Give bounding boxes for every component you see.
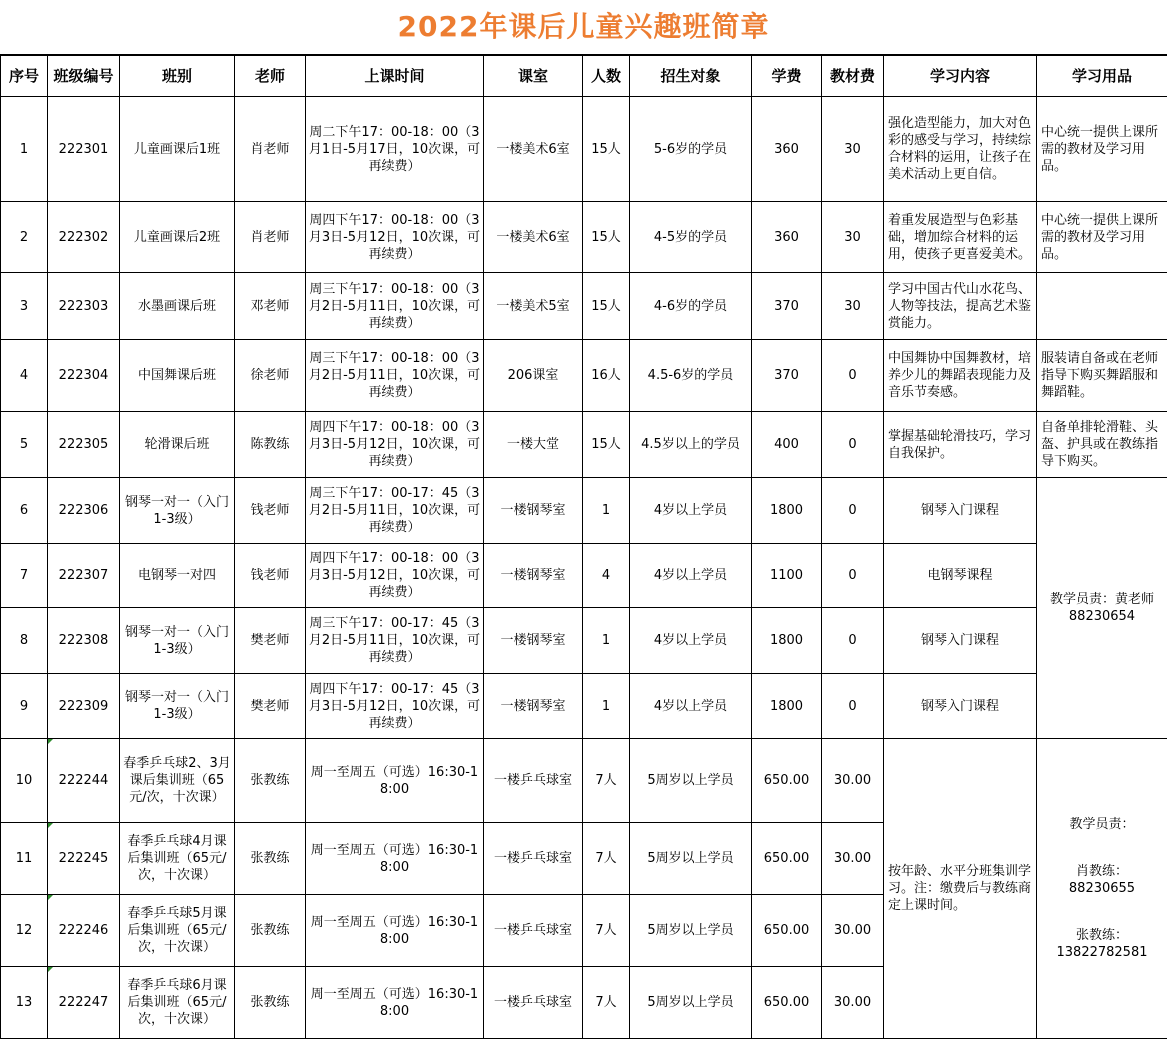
pingpong-contact-coach1: 肖教练： [1075,864,1128,879]
cell-code: 222302 [48,202,120,273]
cell-teacher: 张教练 [235,739,306,823]
cell-fee: 650.00 [752,739,822,823]
piano-contact-phone: 88230654 [1068,609,1136,624]
cell-room: 一楼大堂 [484,412,583,478]
cell-time: 周四下午17：00-17：45（3月3日-5月12日，10次课，可再续费） [306,674,484,739]
cell-count: 7人 [583,895,630,967]
cell-material: 0 [822,412,884,478]
cell-material: 30.00 [822,967,884,1039]
cell-class: 钢琴一对一（入门1-3级） [120,674,235,739]
cell-no: 6 [1,478,48,544]
cell-room: 一楼美术6室 [484,202,583,273]
cell-class: 儿童画课后2班 [120,202,235,273]
pingpong-contact-cell [1037,739,1167,1039]
cell-teacher: 钱老师 [235,478,306,544]
header-cell: 课室 [484,56,583,97]
cell-material: 0 [822,674,884,739]
class-table [0,55,1167,1039]
cell-target: 4-6岁的学员 [630,273,752,340]
cell-room: 一楼乒乓球室 [484,967,583,1039]
cell-material: 30 [822,202,884,273]
cell-code: 222246 [48,895,120,967]
cell-teacher: 张教练 [235,895,306,967]
cell-room: 一楼乒乓球室 [484,823,583,895]
cell-material: 30.00 [822,739,884,823]
cell-room: 一楼美术6室 [484,97,583,202]
cell-code: 222247 [48,967,120,1039]
cell-fee: 400 [752,412,822,478]
pingpong-contact-phone1: 88230655 [1068,881,1136,896]
table-row [1,340,1167,412]
cell-teacher: 肖老师 [235,202,306,273]
cell-supplies: 中心统一提供上课所需的教材及学习用品。 [1037,202,1167,273]
cell-supplies: 中心统一提供上课所需的教材及学习用品。 [1037,97,1167,202]
cell-class: 儿童画课后1班 [120,97,235,202]
header-cell: 班别 [120,56,235,97]
cell-content: 电钢琴课程 [884,544,1037,608]
cell-fee: 650.00 [752,823,822,895]
cell-teacher: 樊老师 [235,608,306,674]
cell-count: 7人 [583,739,630,823]
cell-fee: 370 [752,273,822,340]
piano-contact-line: 教学员责：黄老师 [1049,592,1154,607]
header-row [1,56,1167,97]
cell-code: 222301 [48,97,120,202]
cell-code: 222307 [48,544,120,608]
cell-code: 222304 [48,340,120,412]
table-row [1,412,1167,478]
cell-code: 222306 [48,478,120,544]
cell-no: 8 [1,608,48,674]
cell-time: 周一至周五（可选）16:30-18:00 [306,967,484,1039]
table-row [1,544,1167,608]
page-title: 2022年课后儿童兴趣班简章 [0,0,1167,55]
table-row [1,97,1167,202]
cell-content: 掌握基础轮滑技巧，学习自我保护。 [884,412,1037,478]
cell-time: 周四下午17：00-18：00（3月3日-5月12日，10次课，可再续费） [306,544,484,608]
cell-fee: 1800 [752,478,822,544]
header-cell: 序号 [1,56,48,97]
cell-no: 2 [1,202,48,273]
cell-teacher: 陈教练 [235,412,306,478]
cell-class: 春季乒乓球6月课后集训班（65元/次，十次课） [120,967,235,1039]
cell-supplies: 自备单排轮滑鞋、头盔、护具或在教练指导下购买。 [1037,412,1167,478]
cell-time: 周二下午17：00-18：00（3月1日-5月17日，10次课，可再续费） [306,97,484,202]
cell-time: 周一至周五（可选）16:30-18:00 [306,739,484,823]
cell-class: 钢琴一对一（入门1-3级） [120,608,235,674]
cell-supplies: 服装请自备或在老师指导下购买舞蹈服和舞蹈鞋。 [1037,340,1167,412]
header-cell: 班级编号 [48,56,120,97]
cell-no: 1 [1,97,48,202]
header-cell: 学费 [752,56,822,97]
cell-teacher: 张教练 [235,967,306,1039]
cell-material: 0 [822,608,884,674]
cell-target: 4岁以上学员 [630,674,752,739]
cell-time: 周四下午17：00-18：00（3月3日-5月12日，10次课，可再续费） [306,202,484,273]
cell-no: 9 [1,674,48,739]
cell-code: 222309 [48,674,120,739]
cell-class: 中国舞课后班 [120,340,235,412]
cell-teacher: 邓老师 [235,273,306,340]
cell-class: 钢琴一对一（入门1-3级） [120,478,235,544]
table-row [1,202,1167,273]
cell-room: 一楼钢琴室 [484,478,583,544]
cell-target: 4岁以上学员 [630,608,752,674]
cell-target: 4岁以上学员 [630,478,752,544]
cell-teacher: 樊老师 [235,674,306,739]
pingpong-content-cell: 按年龄、水平分班集训学习。注：缴费后与教练商定上课时间。 [884,739,1037,1039]
header-cell: 学习内容 [884,56,1037,97]
cell-target: 4.5岁以上的学员 [630,412,752,478]
cell-no: 4 [1,340,48,412]
header-cell: 老师 [235,56,306,97]
cell-no: 10 [1,739,48,823]
cell-no: 3 [1,273,48,340]
cell-code: 222305 [48,412,120,478]
cell-class: 春季乒乓球5月课后集训班（65元/次，十次课） [120,895,235,967]
cell-teacher: 肖老师 [235,97,306,202]
cell-room: 206课室 [484,340,583,412]
cell-time: 周三下午17：00-18：00（3月2日-5月11日，10次课，可再续费） [306,340,484,412]
cell-count: 15人 [583,273,630,340]
cell-material: 30.00 [822,823,884,895]
cell-fee: 650.00 [752,895,822,967]
cell-target: 5-6岁的学员 [630,97,752,202]
cell-material: 0 [822,544,884,608]
cell-content: 学习中国古代山水花鸟、人物等技法，提高艺术鉴赏能力。 [884,273,1037,340]
header-cell: 教材费 [822,56,884,97]
cell-target: 4岁以上学员 [630,544,752,608]
cell-time: 周三下午17：00-18：00（3月2日-5月11日，10次课，可再续费） [306,273,484,340]
cell-class: 轮滑课后班 [120,412,235,478]
cell-time: 周四下午17：00-18：00（3月3日-5月12日，10次课，可再续费） [306,412,484,478]
cell-code: 222244 [48,739,120,823]
cell-material: 30 [822,97,884,202]
cell-content: 强化造型能力，加大对色彩的感受与学习，持续综合材料的运用，让孩子在美术活动上更自信。 [884,97,1037,202]
cell-code: 222245 [48,823,120,895]
cell-room: 一楼乒乓球室 [484,895,583,967]
pingpong-contact-coach2: 张教练： [1075,928,1128,943]
cell-material: 0 [822,478,884,544]
cell-count: 7人 [583,967,630,1039]
cell-room: 一楼钢琴室 [484,608,583,674]
header-cell: 人数 [583,56,630,97]
cell-time: 周三下午17：00-17：45（3月2日-5月11日，10次课，可再续费） [306,478,484,544]
cell-class: 水墨画课后班 [120,273,235,340]
cell-time: 周三下午17：00-17：45（3月2日-5月11日，10次课，可再续费） [306,608,484,674]
cell-teacher: 张教练 [235,823,306,895]
piano-contact-cell [1037,478,1167,739]
cell-room: 一楼钢琴室 [484,674,583,739]
cell-room: 一楼钢琴室 [484,544,583,608]
cell-count: 16人 [583,340,630,412]
cell-no: 7 [1,544,48,608]
cell-no: 11 [1,823,48,895]
cell-class: 春季乒乓球4月课后集训班（65元/次，十次课） [120,823,235,895]
cell-class: 电钢琴一对四 [120,544,235,608]
table-row [1,478,1167,544]
cell-room: 一楼乒乓球室 [484,739,583,823]
cell-count: 1 [583,478,630,544]
cell-class: 春季乒乓球2、3月课后集训班（65元/次，十次课） [120,739,235,823]
cell-no: 12 [1,895,48,967]
cell-no: 13 [1,967,48,1039]
table-row [1,273,1167,340]
cell-fee: 1800 [752,674,822,739]
header-cell: 招生对象 [630,56,752,97]
cell-count: 4 [583,544,630,608]
cell-no: 5 [1,412,48,478]
cell-supplies [1037,273,1167,340]
cell-code: 222308 [48,608,120,674]
cell-teacher: 徐老师 [235,340,306,412]
cell-target: 5周岁以上学员 [630,967,752,1039]
cell-content: 着重发展造型与色彩基础，增加综合材料的运用，使孩子更喜爱美术。 [884,202,1037,273]
cell-material: 30.00 [822,895,884,967]
cell-fee: 1100 [752,544,822,608]
cell-room: 一楼美术5室 [484,273,583,340]
cell-content: 中国舞协中国舞教材，培养少儿的舞蹈表现能力及音乐节奏感。 [884,340,1037,412]
table-row [1,608,1167,674]
cell-time: 周一至周五（可选）16:30-18:00 [306,823,484,895]
cell-target: 4-5岁的学员 [630,202,752,273]
cell-material: 0 [822,340,884,412]
cell-fee: 360 [752,97,822,202]
cell-content: 钢琴入门课程 [884,478,1037,544]
cell-count: 15人 [583,97,630,202]
cell-fee: 650.00 [752,967,822,1039]
cell-time: 周一至周五（可选）16:30-18:00 [306,895,484,967]
header-cell: 上课时间 [306,56,484,97]
cell-count: 15人 [583,412,630,478]
cell-fee: 360 [752,202,822,273]
pingpong-contact-title: 教学员责： [1069,817,1135,832]
cell-content: 钢琴入门课程 [884,608,1037,674]
cell-count: 1 [583,608,630,674]
cell-fee: 370 [752,340,822,412]
cell-count: 15人 [583,202,630,273]
cell-teacher: 钱老师 [235,544,306,608]
cell-content: 钢琴入门课程 [884,674,1037,739]
cell-target: 5周岁以上学员 [630,823,752,895]
cell-target: 5周岁以上学员 [630,739,752,823]
cell-count: 1 [583,674,630,739]
table-row [1,674,1167,739]
pingpong-contact-phone2: 13822782581 [1056,945,1148,960]
header-cell: 学习用品 [1037,56,1167,97]
cell-target: 4.5-6岁的学员 [630,340,752,412]
cell-material: 30 [822,273,884,340]
cell-fee: 1800 [752,608,822,674]
cell-target: 5周岁以上学员 [630,895,752,967]
cell-count: 7人 [583,823,630,895]
cell-code: 222303 [48,273,120,340]
table-row [1,739,1167,823]
